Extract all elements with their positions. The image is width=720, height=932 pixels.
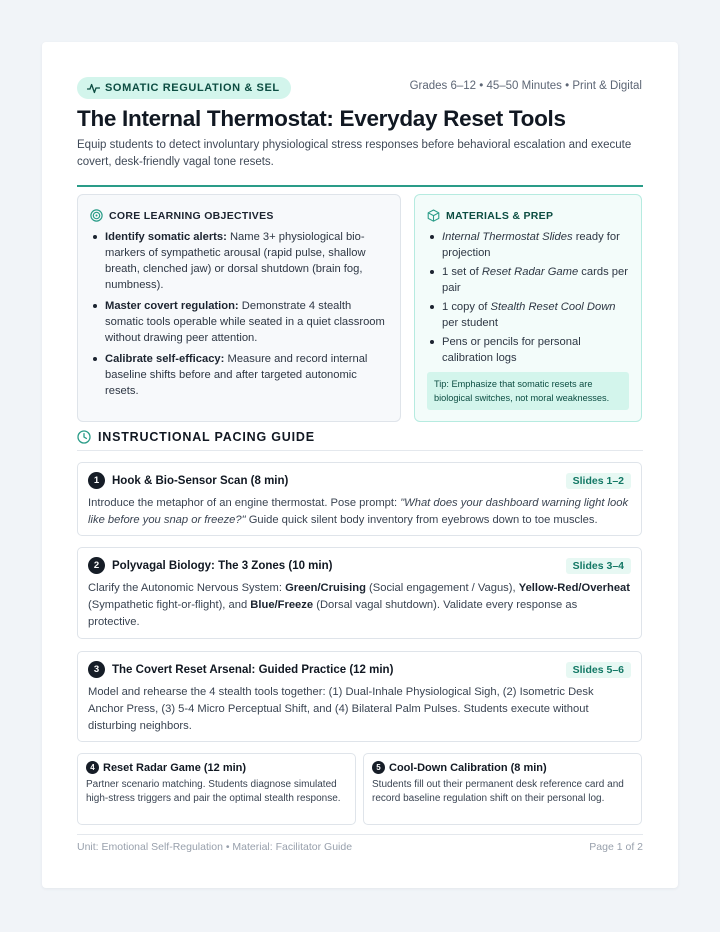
step-number: 4 [86, 761, 99, 774]
category-badge-label: SOMATIC REGULATION & SEL [105, 82, 280, 94]
step-title: The Covert Reset Arsenal: Guided Practice (12 min) [112, 663, 394, 676]
page-title: The Internal Thermostat: Everyday Reset Tools [77, 106, 566, 131]
pacing-heading [77, 430, 315, 444]
header-divider [77, 185, 643, 187]
footer-unit-label: Unit: Emotional Self-Regulation • Material: Facilitator Guide [77, 841, 353, 853]
objective-item: Master covert regulation: Demonstrate 4 stealth somatic tools operable while seated in a quiet classroom without drawing peer attention. [90, 298, 388, 346]
pacing-heading-label: INSTRUCTIONAL PACING GUIDE [98, 430, 315, 444]
lesson-meta: Grades 6–12 • 45–50 Minutes • Print & Digital [409, 80, 642, 92]
materials-heading-label: MATERIALS & PREP [446, 209, 554, 222]
step-title: Hook & Bio-Sensor Scan (8 min) [112, 474, 289, 487]
step-number: 1 [88, 472, 105, 489]
pacing-step-3 [77, 651, 642, 742]
objectives-heading [90, 209, 388, 222]
objectives-heading-label: CORE LEARNING OBJECTIVES [109, 209, 274, 222]
pacing-divider [77, 450, 643, 451]
material-item: Internal Thermostat Slides ready for projection [427, 229, 629, 261]
pacing-step-2 [77, 547, 642, 639]
pacing-step-5 [363, 753, 642, 825]
objective-item: Identify somatic alerts: Name 3+ physiological bio-markers of sympathetic arousal (rapid pulse, shallow breath, clenched jaw) or dorsal shutdown (brain fog, numbness). [90, 229, 388, 293]
step-description: Partner scenario matching. Students diagnose simulated high-stress triggers and pair the optimal stealth response. [86, 779, 341, 804]
box-icon [427, 209, 440, 222]
step-title: Reset Radar Game (12 min) [103, 761, 247, 774]
clock-icon [77, 430, 91, 444]
target-icon [90, 209, 103, 222]
lead-paragraph: Equip students to detect involuntary physiological stress responses before behavioral escalation and execute covert, desk-friendly vagal tone resets. [77, 139, 632, 168]
material-item: 1 copy of Stealth Reset Cool Down per student [427, 299, 629, 331]
materials-panel [414, 194, 642, 422]
step-title: Polyvagal Biology: The 3 Zones (10 min) [112, 559, 333, 572]
slides-badge: Slides 3–4 [566, 558, 631, 574]
objective-item: Calibrate self-efficacy: Measure and record internal baseline shifts before and after targeted autonomic resets. [90, 351, 388, 399]
lesson-plan-page [42, 42, 678, 888]
step-description: Model and rehearse the 4 stealth tools together: (1) Dual-Inhale Physiological Sigh, (2) Isometric Desk Anchor Press, (3) 5-4 Micro Perceptual Shift, and (4) Bilateral Palm Pulses. Students execute without disturbing neighbors. [88, 686, 594, 732]
step-description: Clarify the Autonomic Nervous System: Green/Cruising (Social engagement / Vagus), Yellow-Red/Overheat (Sympathetic fight-or-flight), and Blue/Freeze (Dorsal vagal shutdown). Validate every response as protective. [88, 582, 631, 628]
pacing-step-4 [77, 753, 356, 825]
step-number: 5 [372, 761, 385, 774]
step-number: 2 [88, 557, 105, 574]
category-badge [77, 77, 291, 99]
slides-badge: Slides 5–6 [566, 662, 631, 678]
pacing-step-1 [77, 462, 642, 536]
materials-list [427, 229, 629, 366]
objectives-list [90, 229, 388, 399]
step-title: Cool-Down Calibration (8 min) [389, 761, 547, 774]
step-number: 3 [88, 661, 105, 678]
material-item: 1 set of Reset Radar Game cards per pair [427, 264, 629, 296]
page-number: Page 1 of 2 [589, 841, 643, 853]
slides-badge: Slides 1–2 [566, 473, 631, 489]
materials-heading [427, 209, 629, 222]
activity-pulse-icon [87, 83, 100, 94]
step-description: Introduce the metaphor of an engine thermostat. Pose prompt: "What does your dashboard warning light look like before you snap or freeze?" Guide quick silent body inventory from eyebrows down to toe muscles. [88, 497, 629, 526]
footer-divider [77, 834, 643, 835]
step-description: Students fill out their permanent desk reference card and record baseline regulation shift on their personal log. [372, 779, 624, 804]
objectives-panel [77, 194, 401, 422]
tip-callout: Tip: Emphasize that somatic resets are biological switches, not moral weaknesses. [427, 372, 629, 410]
material-item: Pens or pencils for personal calibration logs [427, 334, 629, 366]
